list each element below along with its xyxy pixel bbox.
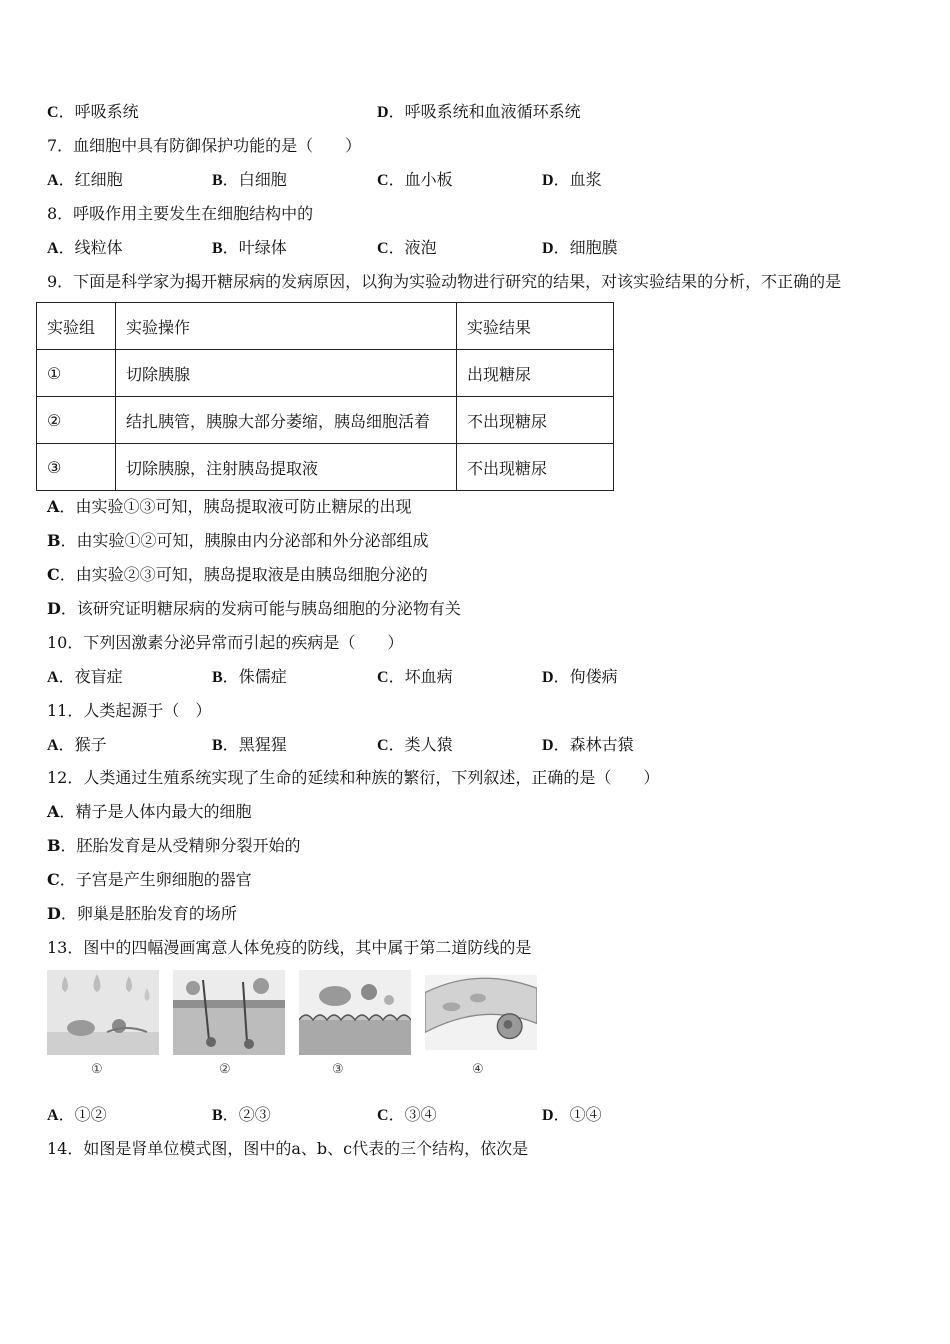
q7-option-b[interactable]: B．白细胞 [212, 170, 287, 189]
q11-stem: 11．人类起源于（ ） [47, 701, 212, 720]
q11-option-c[interactable]: C．类人猿 [377, 735, 453, 754]
q12-option-d[interactable]: D．卵巢是胚胎发育的场所 [47, 904, 237, 923]
table-header-row [37, 303, 614, 350]
table-cell: ① [37, 350, 116, 397]
table-cell: ② [37, 397, 116, 444]
q10-option-d[interactable]: D．佝偻病 [542, 667, 618, 686]
q13-stem: 13．图中的四幅漫画寓意人体免疫的防线，其中属于第二道防线的是 [47, 938, 532, 957]
q9-option-b[interactable]: B．由实验①②可知，胰腺由内分泌部和外分泌部组成 [47, 531, 429, 550]
q8-option-a[interactable]: A．线粒体 [47, 238, 123, 257]
cartoon-panel-3 [299, 970, 411, 1055]
q10-options [47, 667, 907, 687]
q10-option-a[interactable]: A．夜盲症 [47, 667, 123, 686]
q8-option-d[interactable]: D．细胞膜 [542, 238, 618, 257]
cartoon-panel-2 [173, 970, 285, 1055]
q10-option-b[interactable]: B．侏儒症 [212, 667, 287, 686]
q12-option-a[interactable]: A．精子是人体内最大的细胞 [47, 802, 252, 821]
table-cell: 结扎胰管，胰腺大部分萎缩，胰岛细胞活着 [116, 397, 457, 444]
table-cell: ③ [37, 444, 116, 491]
q10-stem: 10．下列因激素分泌异常而引起的疾病是（ ） [47, 633, 404, 652]
table-row [37, 397, 614, 444]
q12-option-c[interactable]: C．子宫是产生卵细胞的器官 [47, 870, 252, 889]
q11-option-d[interactable]: D．森林古猿 [542, 735, 634, 754]
q13-option-b[interactable]: B．②③ [212, 1105, 271, 1124]
panel-label-1: ① [91, 1062, 103, 1077]
panel-label-3: ③ [332, 1062, 344, 1077]
experiment-table [36, 302, 614, 491]
table-cell: 出现糖尿 [457, 350, 614, 397]
immune-cartoon-figure [47, 970, 552, 1085]
table-header-cell: 实验结果 [457, 303, 614, 350]
q11-option-b[interactable]: B．黑猩猩 [212, 735, 287, 754]
q8-stem: 8．呼吸作用主要发生在细胞结构中的 [47, 204, 314, 223]
table-row [37, 350, 614, 397]
panel-label-2: ② [219, 1062, 231, 1077]
cartoon-panel-4 [425, 970, 537, 1055]
q13-options [47, 1105, 907, 1125]
cartoon-panel-1 [47, 970, 159, 1055]
q6-option-d[interactable]: D．呼吸系统和血液循环系统 [377, 102, 581, 121]
q9-stem: 9．下面是科学家为揭开糖尿病的发病原因，以狗为实验动物进行研究的结果，对该实验结果的分析，不正确的是 [47, 272, 842, 291]
q10-option-c[interactable]: C．坏血病 [377, 667, 453, 686]
q7-option-a[interactable]: A．红细胞 [47, 170, 123, 189]
q6-option-c[interactable]: C．呼吸系统 [47, 102, 139, 121]
q12-stem: 12．人类通过生殖系统实现了生命的延续和种族的繁衍，下列叙述，正确的是（ ） [47, 768, 660, 787]
table-header-cell: 实验组 [37, 303, 116, 350]
q13-option-d[interactable]: D．①④ [542, 1105, 602, 1124]
table-cell: 切除胰腺 [116, 350, 457, 397]
table-row [37, 444, 614, 491]
q8-option-c[interactable]: C．液泡 [377, 238, 437, 257]
q8-option-b[interactable]: B．叶绿体 [212, 238, 287, 257]
q11-options [47, 735, 907, 755]
q6-options [47, 102, 907, 122]
q7-stem: 7．血细胞中具有防御保护功能的是（ ） [47, 136, 362, 155]
table-header-cell: 实验操作 [116, 303, 457, 350]
q13-option-c[interactable]: C．③④ [377, 1105, 437, 1124]
q14-stem: 14．如图是肾单位模式图，图中的a、b、c代表的三个结构，依次是 [47, 1139, 529, 1158]
q7-option-c[interactable]: C．血小板 [377, 170, 453, 189]
table-cell: 切除胰腺，注射胰岛提取液 [116, 444, 457, 491]
table-cell: 不出现糖尿 [457, 444, 614, 491]
q8-options [47, 238, 907, 258]
q9-option-a[interactable]: A．由实验①③可知，胰岛提取液可防止糖尿的出现 [47, 497, 412, 516]
q9-option-d[interactable]: D．该研究证明糖尿病的发病可能与胰岛细胞的分泌物有关 [47, 599, 461, 618]
q7-options [47, 170, 907, 190]
panel-label-4: ④ [472, 1062, 484, 1077]
q12-option-b[interactable]: B．胚胎发育是从受精卵分裂开始的 [47, 836, 301, 855]
q13-option-a[interactable]: A．①② [47, 1105, 107, 1124]
q11-option-a[interactable]: A．猴子 [47, 735, 107, 754]
q7-option-d[interactable]: D．血浆 [542, 170, 602, 189]
table-cell: 不出现糖尿 [457, 397, 614, 444]
q9-option-c[interactable]: C．由实验②③可知，胰岛提取液是由胰岛细胞分泌的 [47, 565, 428, 584]
